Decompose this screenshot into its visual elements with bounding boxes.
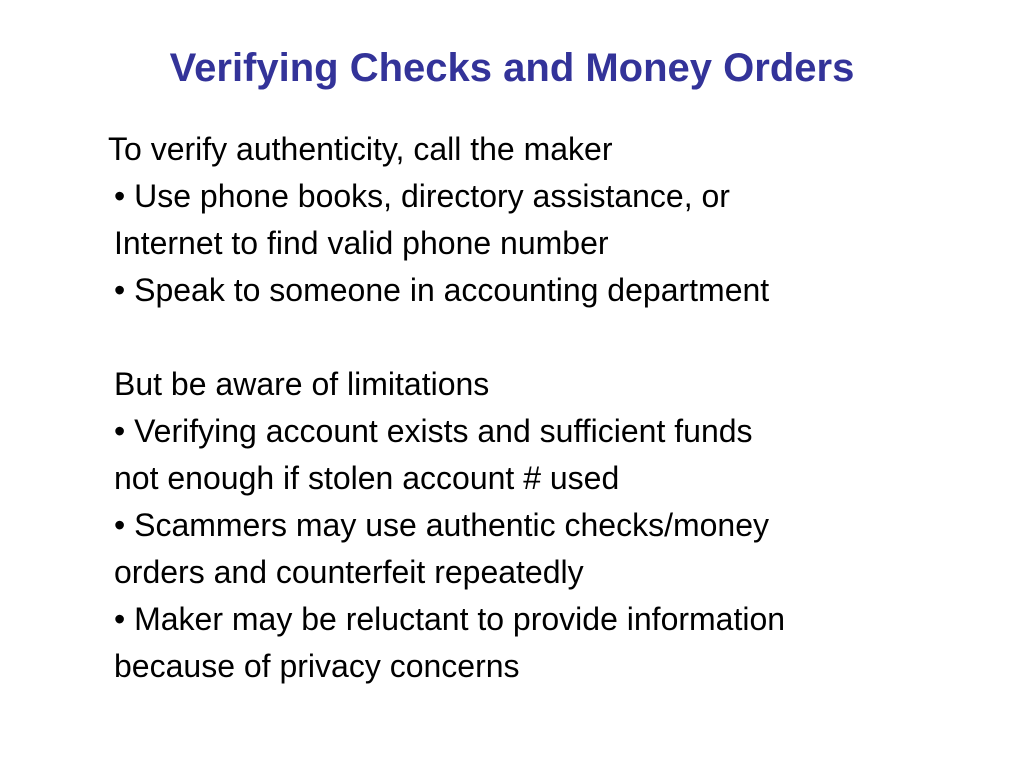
bullet-phone-books-cont: Internet to find valid phone number: [114, 225, 609, 261]
body-line-intro: To verify authenticity, call the maker: [108, 131, 613, 167]
bullet-maker-reluctant: • Maker may be reluctant to provide information: [114, 601, 786, 637]
bullet-maker-reluctant-cont: because of privacy concerns: [114, 648, 520, 684]
body-line-limitations: But be aware of limitations: [114, 366, 490, 402]
spacer: [114, 314, 994, 361]
bullet-scammers: • Scammers may use authentic checks/money: [114, 507, 770, 543]
slide-title: Verifying Checks and Money Orders: [169, 46, 855, 90]
bullet-phone-books: • Use phone books, directory assistance, or: [114, 178, 730, 214]
bullet-verifying-account-cont: not enough if stolen account # used: [114, 460, 620, 496]
bullet-scammers-cont: orders and counterfeit repeatedly: [114, 554, 584, 590]
bullet-accounting: • Speak to someone in accounting department: [114, 272, 770, 308]
bullet-verifying-account: • Verifying account exists and sufficient funds: [114, 413, 753, 449]
slide-body: [108, 126, 994, 690]
